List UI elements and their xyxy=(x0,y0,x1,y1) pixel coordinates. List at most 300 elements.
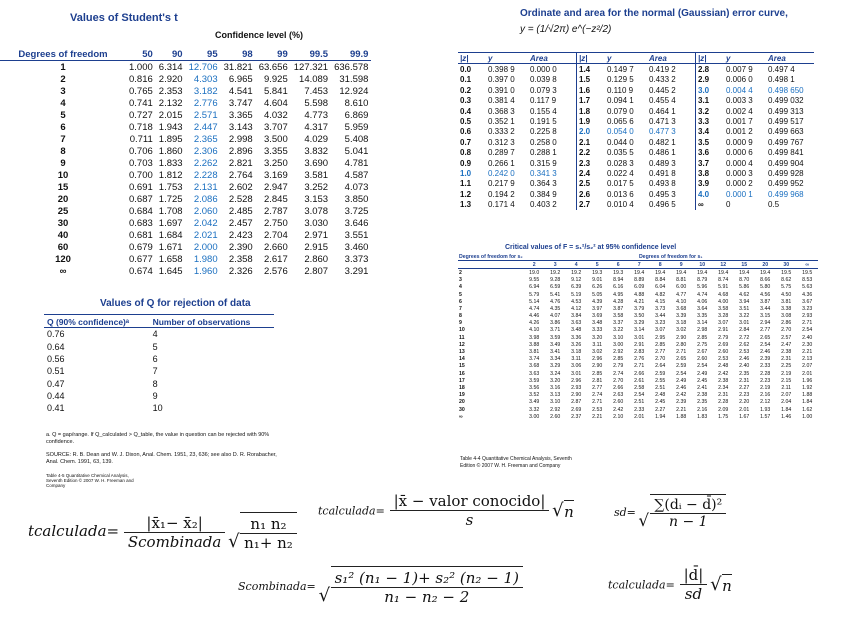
f-value-cell: 2.11 xyxy=(781,384,792,391)
ordinate-cell: 0.065 6 xyxy=(607,117,634,127)
f-value-cell: 4.74 xyxy=(529,305,540,312)
z-cell: 0.3 xyxy=(460,96,472,106)
area-cell: 0.258 0 xyxy=(530,137,557,147)
f-value-cell: 2.39 xyxy=(760,356,771,363)
area-cell: 0.491 8 xyxy=(649,168,676,178)
t-value-cell: 3.373 xyxy=(344,253,369,265)
f-value-cell: 3.16 xyxy=(550,384,561,391)
f-value-cell: 2.16 xyxy=(760,392,771,399)
table-row xyxy=(458,269,818,277)
t-value-cell: 3.291 xyxy=(344,265,369,277)
t-value-cell: 1.895 xyxy=(158,133,183,145)
t-value-cell: 2.896 xyxy=(228,145,253,157)
table-row xyxy=(0,73,371,85)
f-value-cell: 2.21 xyxy=(676,406,687,413)
z-cell: 1.7 xyxy=(577,96,606,106)
f-value-cell: 2.15 xyxy=(781,377,792,384)
f-value-cell: 2.85 xyxy=(697,334,708,341)
df-cell: 10 xyxy=(57,169,69,181)
area-cell: 0.341 3 xyxy=(530,168,557,178)
df-cell: 6 xyxy=(60,121,66,133)
df-cell: 30 xyxy=(57,217,69,229)
f-value-cell: 2.54 xyxy=(697,363,708,370)
f-value-cell: 5.05 xyxy=(592,291,603,298)
f-value-cell: 4.95 xyxy=(613,291,624,298)
f-value-cell: 2.54 xyxy=(802,327,813,334)
table-row xyxy=(458,320,818,327)
f-value-cell: 2.76 xyxy=(634,356,645,363)
t-value-cell: 2.131 xyxy=(193,181,218,193)
f-value-cell: 1.94 xyxy=(655,413,666,420)
t-value-cell: 2.015 xyxy=(158,109,183,121)
f-value-cell: 2.28 xyxy=(760,370,771,377)
f-value-cell: 8.66 xyxy=(760,277,771,284)
df-cell: 7 xyxy=(459,305,462,312)
q-value-cell: 0.76 xyxy=(47,329,65,340)
header-df-s1: Degrees of freedom for s₁ xyxy=(524,253,818,261)
sd-lhs: sd= xyxy=(614,506,636,519)
q-table xyxy=(44,314,274,414)
z-cell: 3.3 xyxy=(696,116,725,126)
f-value-cell: 3.71 xyxy=(550,327,561,334)
ordinate-cell: 0.000 9 xyxy=(726,137,753,147)
formula-sd xyxy=(614,494,726,530)
z-cell: 0.0 xyxy=(460,65,472,75)
f-value-cell: 2.69 xyxy=(718,341,729,348)
f-value-cell: 2.31 xyxy=(781,356,792,363)
f-value-cell: 2.62 xyxy=(739,341,750,348)
f-value-cell: 3.68 xyxy=(529,363,540,370)
table-row xyxy=(0,265,371,277)
t-value-cell: 6.965 xyxy=(228,73,253,85)
f-value-cell: 2.74 xyxy=(613,370,624,377)
area-cell: 0.477 3 xyxy=(649,127,676,137)
ordinate-cell: 0.266 1 xyxy=(488,158,515,168)
f-value-cell: 4.28 xyxy=(613,298,624,305)
table-row xyxy=(458,199,814,209)
f-value-cell: 8.74 xyxy=(718,277,729,284)
t-value-cell: 127.321 xyxy=(293,61,329,73)
ordinate-cell: 0.004 4 xyxy=(726,85,753,95)
f-value-cell: 2.71 xyxy=(634,363,645,370)
f-value-cell: 2.45 xyxy=(697,377,708,384)
t-value-cell: 1.684 xyxy=(158,229,183,241)
f-value-cell: 4.36 xyxy=(802,291,813,298)
table-row xyxy=(458,137,814,147)
df-cell: ∞ xyxy=(59,265,67,277)
area-cell: 0.433 2 xyxy=(649,75,676,85)
observations-cell: 10 xyxy=(152,403,163,414)
f-value-cell: 2.46 xyxy=(676,384,687,391)
t-value-cell: 2.306 xyxy=(193,145,218,157)
z-cell: 3.1 xyxy=(696,96,725,106)
f-value-cell: 2.48 xyxy=(655,392,666,399)
area-cell: 0.499 032 xyxy=(768,96,804,106)
f-value-cell: 19.3 xyxy=(592,269,603,276)
z-cell: 1.9 xyxy=(577,116,606,126)
t-value-cell: 0.700 xyxy=(129,169,153,181)
t-value-cell: 3.500 xyxy=(263,133,288,145)
t-value-cell: 1.000 xyxy=(129,61,153,73)
ordinate-cell: 0.000 2 xyxy=(726,179,753,189)
f-value-cell: 3.87 xyxy=(613,305,624,312)
df-cell: 7 xyxy=(60,133,66,145)
observations-cell: 5 xyxy=(152,341,158,352)
gaussian-formula: y = (1/√2π) e^(−z²/2) xyxy=(520,24,612,35)
area-cell: 0.499 841 xyxy=(768,148,804,158)
area-cell: 0.455 4 xyxy=(649,96,676,106)
f-value-cell: 2.79 xyxy=(613,363,624,370)
header-q: Q (90% confidence)ᵃ xyxy=(44,315,150,328)
table-row xyxy=(458,399,818,406)
f-value-cell: 19.2 xyxy=(571,269,582,276)
ordinate-cell: 0.013 6 xyxy=(607,189,634,199)
f-value-cell: 3.63 xyxy=(529,370,540,377)
sc-radical xyxy=(331,566,523,606)
area-cell: 0.489 3 xyxy=(649,158,676,168)
observations-cell: 4 xyxy=(152,329,158,340)
f-value-cell: 2.34 xyxy=(718,384,729,391)
f-value-cell: 2.92 xyxy=(613,349,624,356)
f-value-cell: 2.65 xyxy=(676,356,687,363)
header-confidence-50: 50 xyxy=(126,48,156,61)
f-value-cell: 3.34 xyxy=(550,356,561,363)
table-row xyxy=(458,348,818,355)
header-col: 4 xyxy=(566,261,587,269)
f-value-cell: 2.60 xyxy=(718,349,729,356)
t-value-cell: 2.576 xyxy=(263,265,288,277)
f-value-cell: 5.79 xyxy=(529,291,540,298)
z-cell: 1.1 xyxy=(460,179,472,189)
f-value-cell: 4.00 xyxy=(718,298,729,305)
table-row xyxy=(458,370,818,377)
t-value-cell: 2.787 xyxy=(263,205,288,217)
f-value-cell: 3.74 xyxy=(529,356,540,363)
f-value-cell: 2.77 xyxy=(760,327,771,334)
f-value-cell: 2.30 xyxy=(802,341,813,348)
f-value-cell: 2.21 xyxy=(592,413,603,420)
f-value-cell: 3.32 xyxy=(529,406,540,413)
area-cell: 0.482 1 xyxy=(649,137,676,147)
f-value-cell: 2.59 xyxy=(676,363,687,370)
f-value-cell: 1.62 xyxy=(802,406,813,413)
observations-cell: 8 xyxy=(152,378,158,389)
t-value-cell: 5.408 xyxy=(344,133,369,145)
f-value-cell: 2.20 xyxy=(739,399,750,406)
f-value-cell: 19.4 xyxy=(697,269,708,276)
z-cell: 3.8 xyxy=(696,168,725,178)
t-value-cell: 2.000 xyxy=(193,241,218,253)
area-cell: 0.403 2 xyxy=(530,200,557,210)
t-value-cell: 0.765 xyxy=(129,85,153,97)
f-value-cell: 2.70 xyxy=(613,377,624,384)
ordinate-cell: 0.000 4 xyxy=(726,158,753,168)
f-value-cell: 2.45 xyxy=(655,399,666,406)
table-row xyxy=(458,327,818,334)
q-value-cell: 0.51 xyxy=(47,366,65,377)
ordinate-cell: 0.035 5 xyxy=(607,148,634,158)
f-value-cell: 5.63 xyxy=(802,284,813,291)
t-value-cell: 2.764 xyxy=(228,169,253,181)
f-value-cell: 2.61 xyxy=(634,377,645,384)
f-value-cell: 2.31 xyxy=(718,392,729,399)
t-value-cell: 0.816 xyxy=(129,73,153,85)
f-value-cell: 1.93 xyxy=(760,406,771,413)
t1-den: Scombinada xyxy=(127,532,222,551)
f-value-cell: 2.86 xyxy=(781,320,792,327)
area-cell: 0.499 928 xyxy=(768,168,804,178)
df-cell: 120 xyxy=(55,253,71,265)
table-row xyxy=(458,189,814,199)
f-value-cell: 2.23 xyxy=(739,392,750,399)
f-table-note: Table 4-4 Quantitative Chemical Analysis, Seventh Edition © 2007 W. H. Freeman and Company xyxy=(460,456,572,469)
ordinate-cell: 0.391 0 xyxy=(488,85,515,95)
table-row xyxy=(458,356,818,363)
normal-table xyxy=(458,52,814,210)
t1-fraction xyxy=(124,514,225,551)
area-cell: 0.288 1 xyxy=(530,148,557,158)
f-value-cell: 5.80 xyxy=(760,284,771,291)
f-value-cell: 3.87 xyxy=(760,298,771,305)
t-value-cell: 2.602 xyxy=(228,181,253,193)
t-value-cell: 3.850 xyxy=(344,193,369,205)
f-value-cell: 4.10 xyxy=(529,327,540,334)
f-value-cell: 2.12 xyxy=(760,399,771,406)
z-cell: 3.9 xyxy=(696,179,725,189)
z-cell: 3.5 xyxy=(696,137,725,147)
header-col: 15 xyxy=(734,261,755,269)
f-value-cell: 3.36 xyxy=(571,334,582,341)
f-value-cell: 3.67 xyxy=(802,298,813,305)
ordinate-cell: 0.289 7 xyxy=(488,148,515,158)
f-value-cell: 4.26 xyxy=(529,320,540,327)
table-row xyxy=(458,85,814,95)
table-row xyxy=(458,116,814,126)
f-value-cell: 19.4 xyxy=(739,269,750,276)
f-value-cell: 6.26 xyxy=(592,284,603,291)
q-table-tag: Table 4-5 Quantitative Chemical Analysis, Seventh Edition © 2007 W. H. Freeman and Company xyxy=(46,473,134,488)
t-value-cell: 1.812 xyxy=(158,169,183,181)
header-y: y xyxy=(486,53,528,64)
t-value-cell: 31.598 xyxy=(339,73,369,85)
f-value-cell: 2.47 xyxy=(781,341,792,348)
f-value-cell: 5.19 xyxy=(571,291,582,298)
table-row xyxy=(458,313,818,320)
q-footnote: a. Q = gap/range. If Q_calculated > Q_table, the value in question can be rejected with 90% confidence. xyxy=(46,432,270,445)
f-value-cell: 2.92 xyxy=(550,406,561,413)
f-value-cell: 3.49 xyxy=(529,399,540,406)
f-value-cell: 2.96 xyxy=(592,356,603,363)
ordinate-cell: 0.002 4 xyxy=(726,106,753,116)
f-value-cell: 5.86 xyxy=(739,284,750,291)
f-value-cell: 2.40 xyxy=(739,363,750,370)
f-value-cell: 19.4 xyxy=(718,269,729,276)
t-value-cell: 2.704 xyxy=(263,229,288,241)
header-z: |z| xyxy=(458,53,486,64)
f-value-cell: 2.96 xyxy=(571,377,582,384)
f-value-cell: 3.59 xyxy=(529,377,540,384)
t1-rad-den: n₁+ n₂ xyxy=(244,534,293,552)
t-value-cell: 2.358 xyxy=(228,253,253,265)
t-value-cell: 5.959 xyxy=(344,121,369,133)
t-value-cell: 3.725 xyxy=(344,205,369,217)
df-cell: 17 xyxy=(459,377,465,384)
f-value-cell: 6.04 xyxy=(655,284,666,291)
header-col: 7 xyxy=(629,261,650,269)
f-value-cell: 3.01 xyxy=(571,370,582,377)
f-value-cell: 3.39 xyxy=(676,313,687,320)
df-cell: 60 xyxy=(57,241,69,253)
z-cell: 2.7 xyxy=(577,199,606,209)
f-value-cell: 4.15 xyxy=(655,298,666,305)
student-t-title: Values of Student's t xyxy=(70,12,178,24)
f-value-cell: 2.77 xyxy=(655,349,666,356)
area-cell: 0.039 8 xyxy=(530,75,557,85)
t-value-cell: 2.042 xyxy=(193,217,218,229)
header-col: ∞ xyxy=(797,261,818,269)
t-value-cell: 2.485 xyxy=(228,205,253,217)
table-row xyxy=(458,377,818,384)
ordinate-cell: 0.217 9 xyxy=(488,179,515,189)
area-cell: 0.000 0 xyxy=(530,65,557,75)
f-value-cell: 2.98 xyxy=(697,327,708,334)
t-value-cell: 2.845 xyxy=(263,193,288,205)
ordinate-cell: 0.028 3 xyxy=(607,158,634,168)
f-value-cell: 2.04 xyxy=(781,399,792,406)
area-cell: 0.315 9 xyxy=(530,158,557,168)
f-value-cell: 5.41 xyxy=(550,291,561,298)
f-value-cell: 3.56 xyxy=(529,384,540,391)
f-value-cell: 2.38 xyxy=(697,392,708,399)
ordinate-cell: 0.397 0 xyxy=(488,75,515,85)
header-y: y xyxy=(724,53,766,64)
df-cell: 2 xyxy=(459,269,462,276)
t-value-cell: 2.947 xyxy=(263,181,288,193)
f-value-cell: 6.00 xyxy=(676,284,687,291)
ordinate-cell: 0.398 9 xyxy=(488,65,515,75)
f-value-cell: 3.64 xyxy=(697,305,708,312)
f-value-cell: 2.51 xyxy=(655,384,666,391)
t3-radical: √ n xyxy=(722,574,732,595)
t-value-cell: 3.832 xyxy=(304,145,329,157)
f-value-cell: 3.51 xyxy=(739,305,750,312)
ordinate-cell: 0.312 3 xyxy=(488,137,515,147)
df-cell: 16 xyxy=(459,370,465,377)
q-value-cell: 0.41 xyxy=(47,403,65,414)
f-value-cell: 2.79 xyxy=(718,334,729,341)
table-row xyxy=(458,334,818,341)
f-value-cell: 3.01 xyxy=(634,334,645,341)
t-value-cell: 1.671 xyxy=(158,241,183,253)
f-value-cell: 8.94 xyxy=(613,277,624,284)
f-value-cell: 2.27 xyxy=(655,406,666,413)
f-value-cell: 2.42 xyxy=(676,392,687,399)
z-cell: 2.0 xyxy=(577,127,606,137)
t-value-cell: 3.690 xyxy=(304,157,329,169)
f-value-cell: 2.53 xyxy=(718,356,729,363)
f-value-cell: 4.12 xyxy=(571,305,582,312)
f-value-cell: 2.67 xyxy=(697,349,708,356)
f-value-cell: 8.79 xyxy=(697,277,708,284)
f-value-cell: 6.09 xyxy=(634,284,645,291)
f-value-cell: 2.85 xyxy=(592,370,603,377)
f-value-cell: 2.70 xyxy=(655,356,666,363)
ordinate-cell: 0.333 2 xyxy=(488,127,515,137)
t2-lhs: tcalculada= xyxy=(318,504,385,518)
area-cell: 0.493 8 xyxy=(649,179,676,189)
table-row xyxy=(458,406,818,413)
f-value-cell: 3.26 xyxy=(571,341,582,348)
f-value-cell: 6.59 xyxy=(550,284,561,291)
f-value-cell: 3.94 xyxy=(739,298,750,305)
f-value-cell: 3.10 xyxy=(550,399,561,406)
f-value-cell: 2.19 xyxy=(781,370,792,377)
f-value-cell: 2.90 xyxy=(571,392,582,399)
t-value-cell: 2.228 xyxy=(193,169,218,181)
f-value-cell: 2.71 xyxy=(676,349,687,356)
t-value-cell: 0.727 xyxy=(129,109,153,121)
t-value-cell: 4.317 xyxy=(304,121,329,133)
f-value-cell: 3.10 xyxy=(613,334,624,341)
t-value-cell: 6.869 xyxy=(344,109,369,121)
header-col: 12 xyxy=(713,261,734,269)
formula-t-paired xyxy=(608,566,732,603)
ordinate-cell: 0.171 4 xyxy=(488,200,515,210)
df-cell: 4 xyxy=(60,97,66,109)
t-value-cell: 4.773 xyxy=(304,109,329,121)
t-value-cell: 636.578 xyxy=(334,61,369,73)
t-value-cell: 1.980 xyxy=(193,253,218,265)
table-row xyxy=(458,106,814,116)
area-cell: 0.364 3 xyxy=(530,179,557,189)
ordinate-cell: 0.242 0 xyxy=(488,168,515,178)
f-value-cell: 3.35 xyxy=(697,313,708,320)
f-value-cell: 1.75 xyxy=(718,413,729,420)
f-value-cell: 6.39 xyxy=(571,284,582,291)
z-cell: 0.1 xyxy=(460,75,472,85)
f-value-cell: 4.06 xyxy=(697,298,708,305)
header-z: |z| xyxy=(577,53,606,64)
z-cell: 2.1 xyxy=(577,137,606,147)
f-value-cell: 3.81 xyxy=(781,298,792,305)
f-value-cell: 9.55 xyxy=(529,277,540,284)
f-value-cell: 4.53 xyxy=(571,298,582,305)
t-value-cell: 8.610 xyxy=(344,97,369,109)
t-value-cell: 5.598 xyxy=(304,97,329,109)
ordinate-cell: 0.000 3 xyxy=(726,168,753,178)
f-value-cell: 2.33 xyxy=(760,363,771,370)
f-value-cell: 2.23 xyxy=(760,377,771,384)
z-cell: 2.4 xyxy=(577,168,606,178)
f-value-cell: 2.19 xyxy=(760,384,771,391)
ordinate-cell: 0.352 1 xyxy=(488,117,515,127)
area-cell: 0.5 xyxy=(768,200,780,210)
df-cell: 3 xyxy=(60,85,66,97)
f-value-cell: 2.74 xyxy=(592,392,603,399)
t-value-cell: 1.860 xyxy=(158,145,183,157)
t-value-cell: 5.041 xyxy=(344,145,369,157)
df-cell: 5 xyxy=(459,291,462,298)
f-value-cell: 2.81 xyxy=(592,377,603,384)
f-value-cell: 3.11 xyxy=(592,341,603,348)
ordinate-cell: 0.094 1 xyxy=(607,96,634,106)
table-header xyxy=(44,315,274,328)
f-value-cell: 3.73 xyxy=(655,305,666,312)
table-row xyxy=(0,217,371,229)
table-row xyxy=(44,402,274,414)
f-value-cell: 2.77 xyxy=(592,384,603,391)
f-value-cell: 3.14 xyxy=(634,327,645,334)
